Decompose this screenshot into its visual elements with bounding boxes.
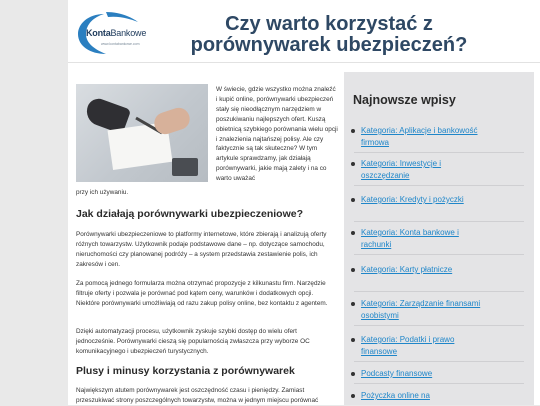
divider xyxy=(354,383,524,384)
sidebar-link[interactable]: Kategoria: Kredyty i pożyczki xyxy=(361,194,489,206)
divider xyxy=(354,254,524,255)
sidebar-link[interactable]: Kategoria: Konta bankowe i rachunki xyxy=(361,227,489,251)
divider xyxy=(354,291,524,292)
sidebar xyxy=(344,72,534,405)
section-heading-pros-cons: Plusy i minusy korzystania z porównywarek xyxy=(76,365,295,377)
page-title: Czy warto korzystać z porównywarek ubezpieczeń? xyxy=(190,13,468,56)
sidebar-title: Najnowsze wpisy xyxy=(353,93,456,107)
article-intro: W świecie, gdzie wszystko można znaleźć i kupić online, porównywarki ubezpieczeń stały się nieodłącznym narzędziem w poszukiwaniu najlepszych ofert. Kuszą obietnicą szybkiego porównania wielu opcji i znalezienia najtańszej polisy. Ale czy faktycznie są tak skuteczne? W tym artykule sprawdzamy, jak działają porównywarki, jakie mają zalety i na co warto uważać xyxy=(216,86,338,183)
article-paragraph: Za pomocą jednego formularza można otrzymać propozycje z kilkunastu firm. Narzędzie filtruje oferty i pozwala je porównać pod kątem ceny, warunków i dodatkowych opcji. Niektóre porównywarki umożliwiają od razu zakup polisy online, bez kontaktu z agentem. xyxy=(76,280,328,307)
sidebar-link[interactable]: Kategoria: Podatki i prawo finansowe xyxy=(361,334,489,358)
site-logo[interactable] xyxy=(74,10,150,56)
sidebar-link[interactable]: Kategoria: Aplikacje i bankowość firmowa xyxy=(361,125,489,149)
logo-wordmark: KontaBankowe xyxy=(86,28,147,38)
sidebar-link[interactable]: Pożyczka online na xyxy=(361,390,489,402)
site-header xyxy=(68,0,540,63)
divider xyxy=(354,325,524,326)
article-paragraph: Porównywarki ubezpieczeniowe to platformy internetowe, które zbierają i analizują oferty różnych towarzystw. Użytkownik podaje podstawowe dane – np. dotyczące samochodu, nieruchomości czy planowanej podróży – a system przedstawia zestawienie polis, ich zakresów i cen. xyxy=(76,231,327,268)
divider xyxy=(354,152,524,153)
article-intro-tail: przy ich używaniu. xyxy=(76,189,129,196)
article-paragraph: Największym atutem porównywarek jest oszczędność czasu i pieniędzy. Zamiast przeszukiwać strony poszczególnych towarzystw, można w jednym miejscu porównać xyxy=(76,387,319,404)
office-meeting-photo xyxy=(76,84,208,182)
sidebar-link[interactable]: Kategoria: Zarządzanie finansami osobistymi xyxy=(361,298,489,322)
divider xyxy=(354,361,524,362)
article-paragraph: Dzięki automatyzacji procesu, użytkownik zyskuje szybki dostęp do wielu ofert jednocześnie. Porównywarki cieszą się popularnością zwłaszcza przy wyborze OC komunikacyjnego i ubezpieczeń turystycznych. xyxy=(76,328,310,355)
divider xyxy=(354,221,524,222)
sidebar-link[interactable]: Kategoria: Inwestycje i oszczędzanie xyxy=(361,158,489,182)
sidebar-link[interactable]: Kategoria: Karty płatnicze xyxy=(361,264,489,276)
sidebar-link[interactable]: Podcasty finansowe xyxy=(361,368,489,380)
section-heading-how-it-works: Jak działają porównywarki ubezpieczeniowe? xyxy=(76,208,303,220)
logo-subtitle: www.kontabankowe.com xyxy=(101,42,140,46)
divider xyxy=(354,185,524,186)
